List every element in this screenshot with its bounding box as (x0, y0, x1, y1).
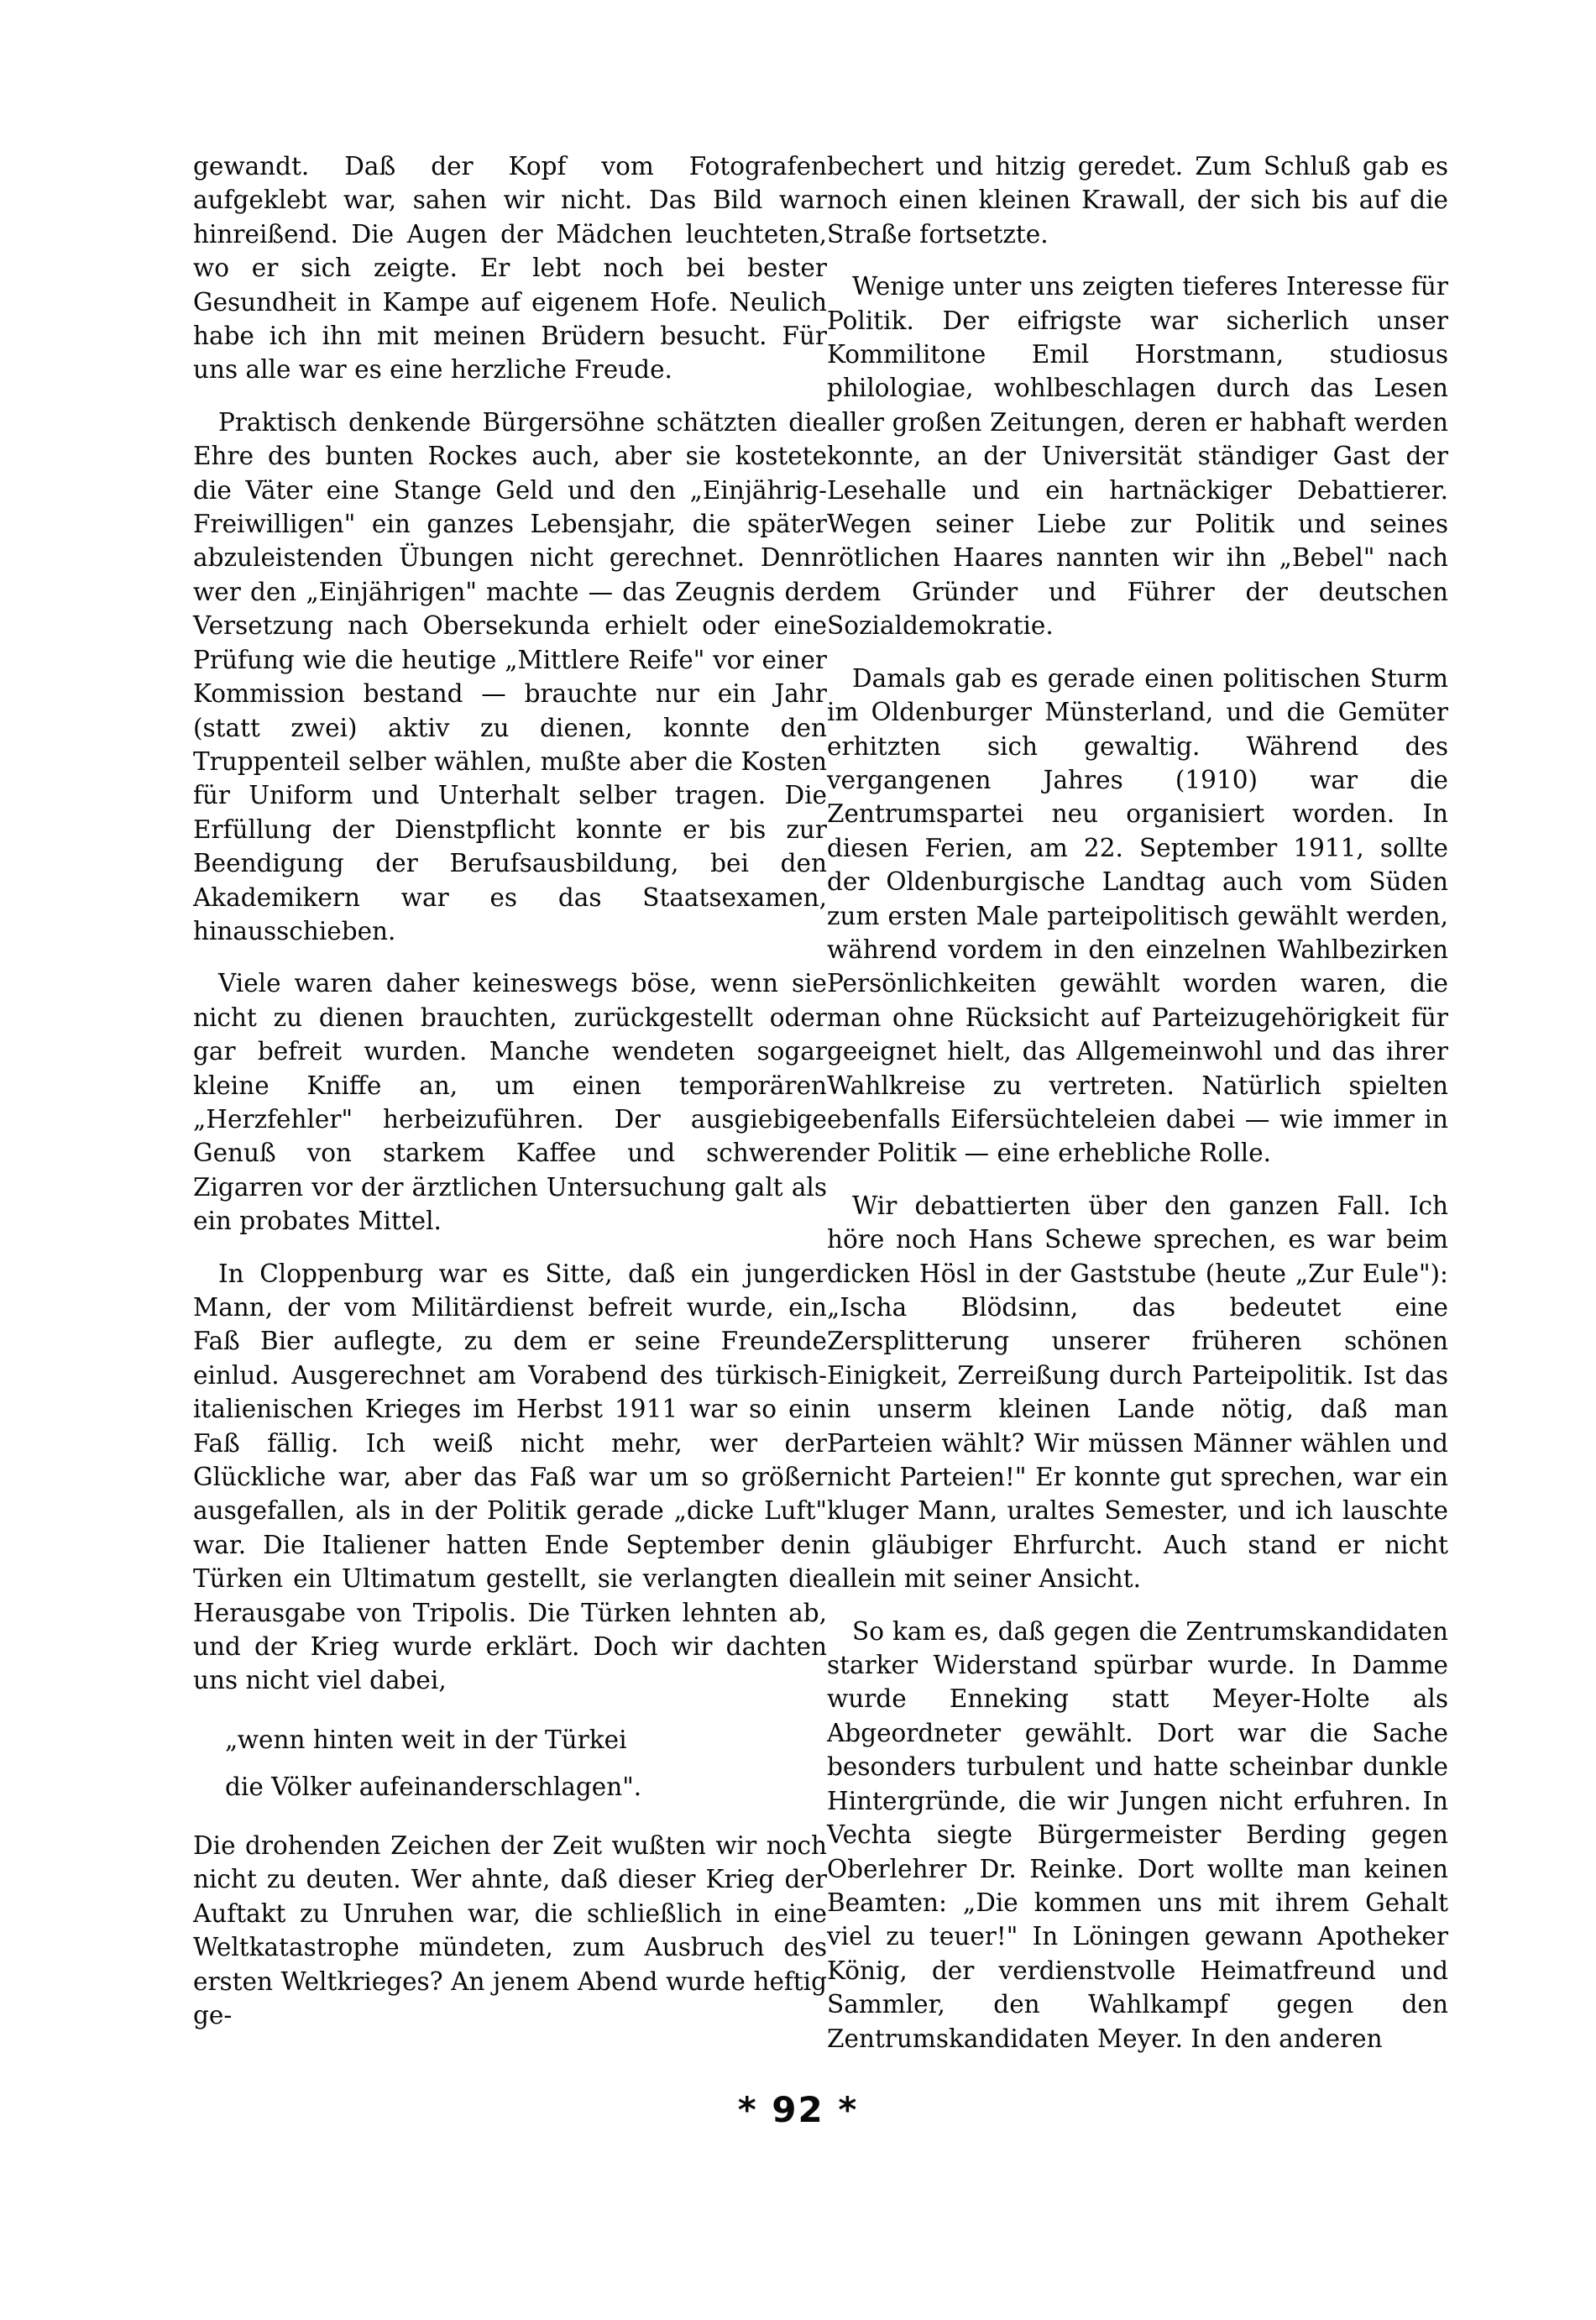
left-text-column (193, 149, 827, 2050)
verse-line: „wenn hinten weit in der Türkei (225, 1725, 627, 1754)
paragraph: Die drohenden Zeichen der Zeit wußten wir noch nicht zu deuten. Wer ahnte, daß dieser Krieg der Auftakt zu Unruhen war, die schließlich in eine Weltkatastrophe mündeten, zum Ausbruch des ersten Weltkrieges? An jenem Abend wurde heftig ge- (193, 1830, 827, 2029)
paragraph: In Cloppenburg war es Sitte, daß ein junger Mann, der vom Militärdienst befreit wurde, ein Faß Bier auflegte, zu dem er seine Freunde einlud. Ausgerechnet am Vorabend des türkisch-italienischen Krieges im Herbst 1911 war so ein Faß fällig. Ich weiß nicht mehr, wer der Glückliche war, aber das Faß war um so größer ausgefallen, als in der Politik gerade „dicke Luft" war. Die Italiener hatten Ende September den Türken ein Ultimatum gestellt, sie verlangten die Herausgabe von Tripolis. Die Türken lehnten ab, und der Krieg wurde erklärt. Doch wir dachten uns nicht viel dabei, (193, 1259, 827, 1695)
paragraph: Wenige unter uns zeigten tieferes Interesse für Politik. Der eifrigste war sicherlich unser Kommilitone Emil Horstmann, studiosus philologiae, wohlbeschlagen durch das Lesen aller großen Zeitungen, deren er habhaft werden konnte, an der Universität ständiger Gast der Lesehalle und ein hartnäckiger Debattierer. Wegen seiner Liebe zur Politik und seines rötlichen Haares nannten wir ihn „Bebel" nach dem Gründer und Führer der deutschen Sozialdemokratie. (827, 272, 1448, 641)
paragraph: Wir debattierten über den ganzen Fall. Ich höre noch Hans Schewe sprechen, es war beim dicken Hösl in der Gaststube (heute „Zur Eule"): „Ischa Blödsinn, das bedeutet eine Zersplitterung unserer früheren schönen Einigkeit, Zerreißung durch Parteipolitik. Ist das in unserm kleinen Lande nötig, daß man Parteien wählt? Wir müssen Männer wählen und nicht Parteien!" Er konnte gut sprechen, war ein kluger Mann, uraltes Semester, und ich lauschte in gläubiger Ehrfurcht. Auch stand er nicht allein mit seiner Ansicht. (827, 1191, 1448, 1594)
paragraph: So kam es, daß gegen die Zentrumskandidaten starker Widerstand spürbar wurde. In Damme wurde Enneking statt Meyer-Holte als Abgeordneter gewählt. Dort war die Sache besonders turbulent und hatte scheinbar dunkle Hintergründe, die wir Jungen nicht erfuhren. In Vechta siegte Bürgermeister Berding gegen Oberlehrer Dr. Reinke. Dort wollte man keinen Beamten: „Die kommen uns mit ihrem Gehalt viel zu teuer!" In Löningen gewann Apotheker König, der verdienstvolle Heimatfreund und Sammler, den Wahlkampf gegen den Zentrumskandidaten Meyer. In den anderen (827, 1616, 1448, 2053)
page-number: * 92 * (737, 2089, 859, 2130)
right-text-column (827, 149, 1448, 2074)
paragraph: bechert und hitzig geredet. Zum Schluß gab es noch einen kleinen Krawall, der sich bis auf die Straße fortsetzte. (827, 152, 1448, 249)
quoted-verse (225, 1716, 827, 1810)
verse-line: die Völker aufeinanderschlagen". (225, 1772, 642, 1801)
paragraph: gewandt. Daß der Kopf vom Fotografen aufgeklebt war, sahen wir nicht. Das Bild war hinreißend. Die Augen der Mädchen leuchteten, wo er sich zeigte. Er lebt noch bei bester Gesundheit in Kampe auf eigenem Hofe. Neulich habe ich ihn mit meinen Brüdern besucht. Für uns alle war es eine herzliche Freude. (193, 152, 827, 385)
paragraph: Praktisch denkende Bürgersöhne schätzten die Ehre des bunten Rockes auch, aber sie kostete die Väter eine Stange Geld und den „Einjährig-Freiwilligen" ein ganzes Lebensjahr, die später abzuleistenden Übungen nicht gerechnet. Denn wer den „Einjährigen" machte — das Zeugnis der Versetzung nach Obersekunda erhielt oder eine Prüfung wie die heutige „Mittlere Reife" vor einer Kommission bestand — brauchte nur ein Jahr (statt zwei) aktiv zu dienen, konnte den Truppenteil selber wählen, mußte aber die Kosten für Uniform und Unterhalt selber tragen. Die Erfüllung der Dienstpflicht konnte er bis zur Beendigung der Berufsausbildung, bei den Akademikern war es das Staatsexamen, hinausschieben. (193, 407, 827, 945)
paragraph: Damals gab es gerade einen politischen Sturm im Oldenburger Münsterland, und die Gemüter erhitzten sich gewaltig. Während des vergangenen Jahres (1910) war die Zentrumspartei neu organisiert worden. In diesen Ferien, am 22. September 1911, sollte der Oldenburgische Landtag auch vom Süden zum ersten Male parteipolitisch gewählt werden, während vordem in den einzelnen Wahlbezirken Persönlichkeiten gewählt worden waren, die man ohne Rücksicht auf Parteizugehörigkeit für geeignet hielt, das Allgemeinwohl und das ihrer Wahlkreise zu vertreten. Natürlich spielten ebenfalls Eifersüchteleien dabei — wie immer in der Politik — eine erhebliche Rolle. (827, 663, 1448, 1168)
paragraph: Viele waren daher keineswegs böse, wenn sie nicht zu dienen brauchten, zurückgestellt oder gar befreit wurden. Manche wendeten sogar kleine Kniffe an, um einen temporären „Herzfehler" herbeizuführen. Der ausgiebige Genuß von starkem Kaffee und schweren Zigarren vor der ärztlichen Untersuchung galt als ein probates Mittel. (193, 969, 827, 1236)
